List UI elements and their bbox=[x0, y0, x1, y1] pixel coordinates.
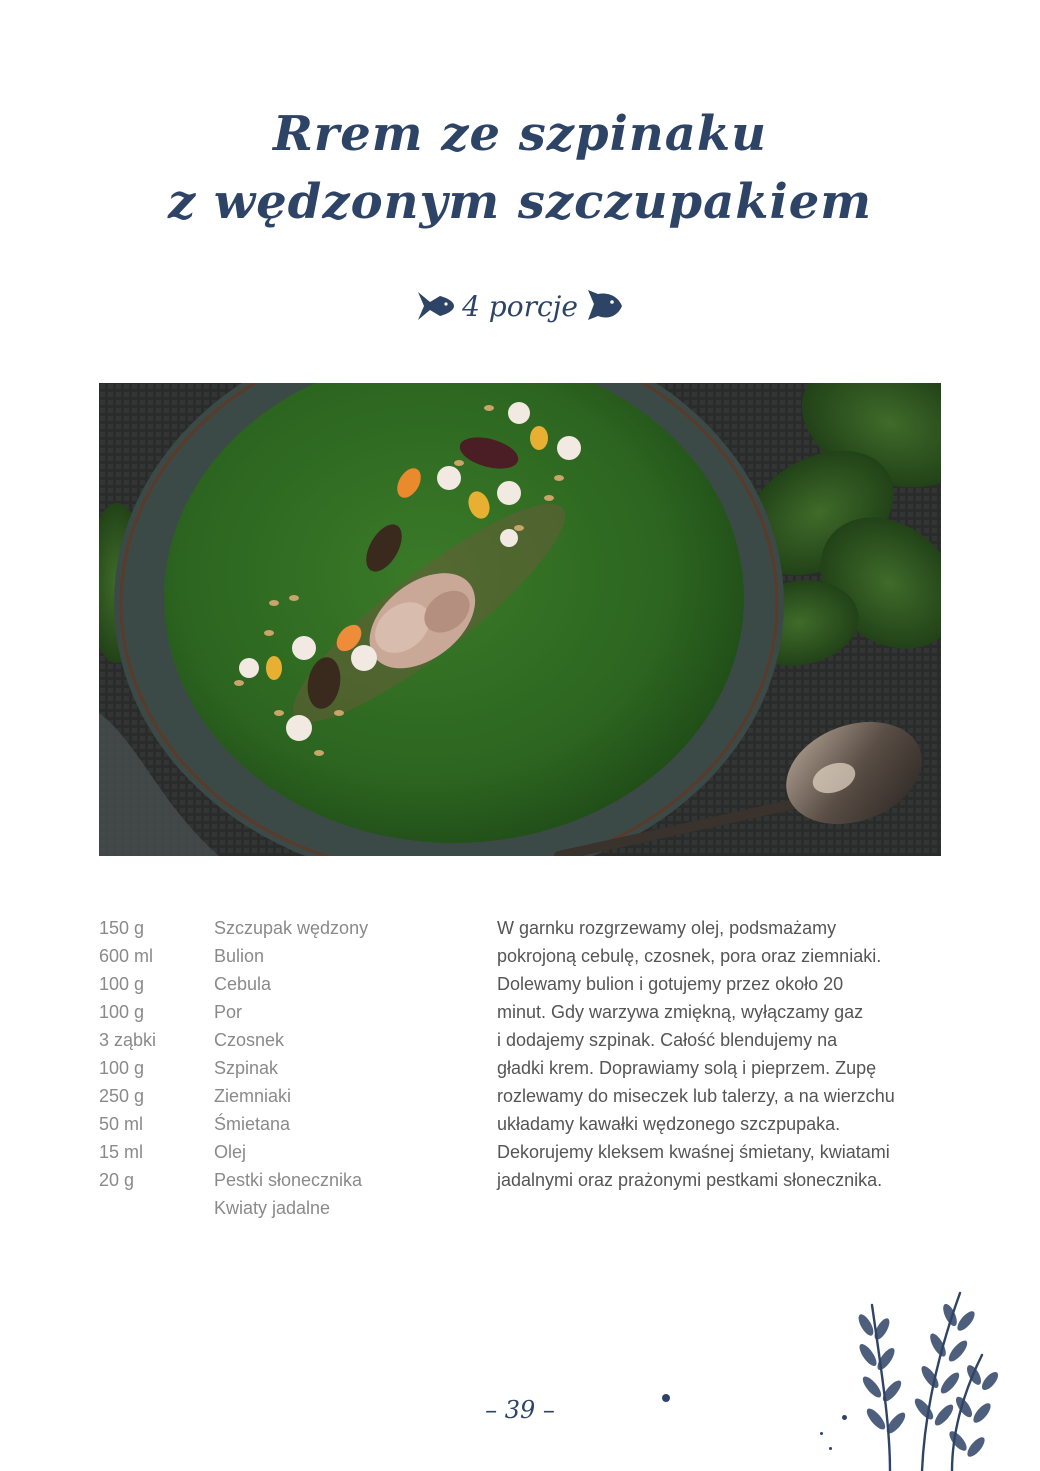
ingredient-row bbox=[99, 1166, 429, 1194]
ingredient-row bbox=[99, 970, 429, 998]
method-text bbox=[497, 914, 947, 1194]
ingredient-row bbox=[99, 998, 429, 1026]
recipe-title-line1: Rrem ze szpinaku bbox=[273, 106, 767, 162]
method-line: pokrojoną cebulę, czosnek, pora oraz ziemniaki. bbox=[497, 946, 882, 966]
ingredient-row bbox=[99, 1054, 429, 1082]
ingredient-row bbox=[99, 1026, 429, 1054]
ingredient-name: Ziemniaki bbox=[214, 1086, 292, 1106]
ingredient-row bbox=[99, 1082, 429, 1110]
method-line: układamy kawałki wędzonego szczpupaka. bbox=[497, 1114, 841, 1134]
soup-photo bbox=[99, 383, 941, 856]
ingredient-row bbox=[99, 1138, 429, 1166]
fish-right-icon bbox=[584, 288, 624, 324]
ingredient-name: Szpinak bbox=[214, 1058, 279, 1078]
ingredient-name: Szczupak wędzony bbox=[214, 918, 369, 938]
ingredient-quantity: 250 g bbox=[99, 1086, 145, 1106]
ingredient-quantity: 150 g bbox=[99, 918, 145, 938]
method-line: minut. Gdy warzywa zmiękną, wyłączamy gaz bbox=[497, 1002, 864, 1022]
recipe-title bbox=[0, 100, 1040, 236]
page-number: – 39 – bbox=[485, 1396, 555, 1424]
ingredient-quantity: 600 ml bbox=[99, 946, 154, 966]
herb-sprig-icon bbox=[812, 1285, 1012, 1471]
method-line: Dekorujemy kleksem kwaśnej śmietany, kwiatami bbox=[497, 1142, 890, 1162]
ingredient-quantity: 100 g bbox=[99, 974, 145, 994]
portions-text: 4 porcje bbox=[462, 289, 578, 323]
ingredient-name: Cebula bbox=[214, 974, 272, 994]
method-line: rozlewamy do miseczek lub talerzy, a na wierzchu bbox=[497, 1086, 895, 1106]
decorative-dot bbox=[662, 1394, 670, 1402]
ingredient-quantity: 20 g bbox=[99, 1170, 135, 1190]
ingredient-name: Olej bbox=[214, 1142, 247, 1162]
ingredient-row bbox=[99, 942, 429, 970]
method-line: jadalnymi oraz prażonymi pestkami słonecznika. bbox=[497, 1170, 883, 1190]
ingredient-name: Czosnek bbox=[214, 1030, 285, 1050]
ingredient-quantity: 50 ml bbox=[99, 1114, 144, 1134]
ingredient-name: Por bbox=[214, 1002, 243, 1022]
ingredient-name: Kwiaty jadalne bbox=[214, 1198, 331, 1218]
ingredient-quantity bbox=[99, 1194, 214, 1222]
ingredient-row bbox=[99, 914, 429, 942]
portions-badge bbox=[0, 278, 1040, 334]
ingredient-quantity: 15 ml bbox=[99, 1142, 144, 1162]
method-line: W garnku rozgrzewamy olej, podsmażamy bbox=[497, 918, 837, 938]
ingredient-row bbox=[99, 1194, 429, 1222]
method-line: Dolewamy bulion i gotujemy przez około 20 bbox=[497, 974, 844, 994]
method-line: i dodajemy szpinak. Całość blendujemy na bbox=[497, 1030, 838, 1050]
fish-left-icon bbox=[416, 288, 456, 324]
ingredient-name: Pestki słonecznika bbox=[214, 1170, 363, 1190]
method-line: gładki krem. Doprawiamy solą i pieprzem. Zupę bbox=[497, 1058, 877, 1078]
ingredient-quantity: 3 ząbki bbox=[99, 1030, 157, 1050]
recipe-title-line2: z wędzonym szczupakiem bbox=[167, 174, 873, 230]
ingredient-quantity: 100 g bbox=[99, 1058, 145, 1078]
ingredient-name: Bulion bbox=[214, 946, 265, 966]
ingredients-list bbox=[99, 914, 429, 1222]
ingredient-quantity: 100 g bbox=[99, 1002, 145, 1022]
ingredient-row bbox=[99, 1110, 429, 1138]
ingredient-name: Śmietana bbox=[214, 1114, 291, 1134]
